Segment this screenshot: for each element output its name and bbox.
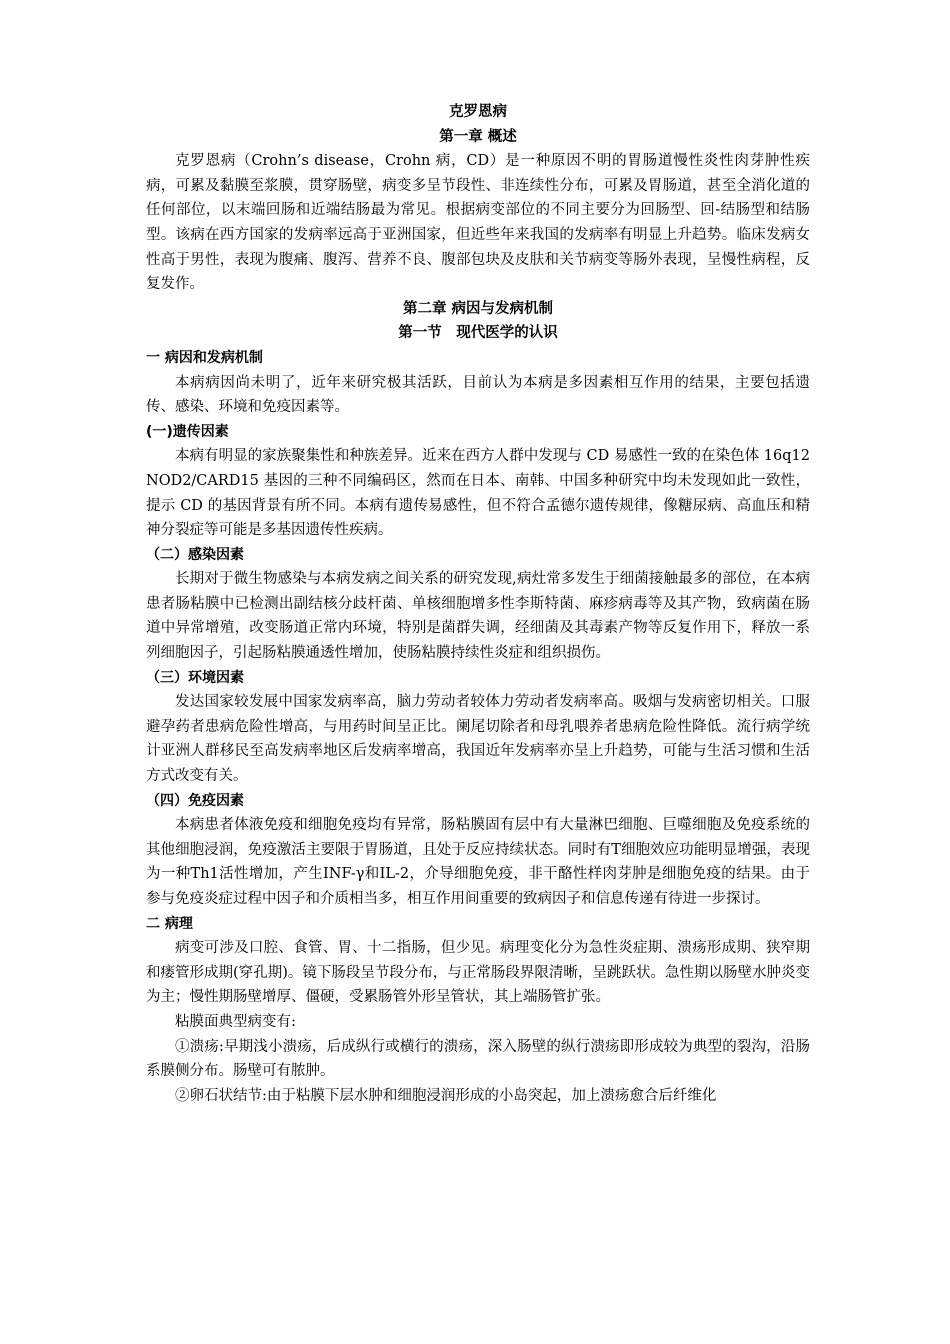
pathology-paragraph: 病变可涉及口腔、食管、胃、十二指肠，但少见。病理变化分为急性炎症期、溃疡形成期、狭窄期和瘘管形成期(穿孔期)。镜下肠段呈节段分布，与正常肠段界限清晰，呈跳跃状。急性期以肠壁水肿炎变为主；慢性期肠壁增厚、僵硬，受累肠管外形呈管状，其上端肠管扩张。: [146, 940, 810, 1006]
chapter1-heading: 第一章 概述: [439, 127, 517, 145]
immune-heading: （四）免疫因素: [146, 792, 244, 809]
mucosa-intro: 粘膜面典型病变有:: [175, 1013, 296, 1030]
environment-heading: （三）环境因素: [146, 669, 244, 686]
genetic-paragraph: 本病有明显的家族聚集性和种族差异。近来在西方人群中发现与 CD 易感性一致的在染色体 16q12 NOD2/CARD15 基因的三种不同编码区，然而在日本、南韩、中国多种研究中均未发现如此一致性，提示 CD 的基因背景有所不同。本病有遗传易感性，但不符合孟德尔遗传规律，像糖尿病、高血压和精神分裂症等可能是多基因遗传性疾病。: [146, 448, 810, 539]
immune-paragraph: 本病患者体液免疫和细胞免疫均有异常，肠粘膜固有层中有大量淋巴细胞、巨噬细胞及免疫系统的其他细胞浸润，免疫激活主要限于胃肠道，且处于反应持续状态。同时有T细胞效应功能明显增强，表现为一种Th1活性增加，产生INF-γ和IL-2，介导细胞免疫，非干酪性样肉芽肿是细胞免疫的结果。由于参与免疫炎症过程中因子和介质相当多，相互作用间重要的致病因子和信息传递有待进一步探讨。: [146, 817, 810, 907]
document-page: [146, 100, 810, 1108]
chapter1-paragraph: 克罗恩病（Crohn’s disease，Crohn 病，CD）是一种原因不明的胃肠道慢性炎性肉芽肿性疾病，可累及黏膜至浆膜，贯穿肠壁，病变多呈节段性、非连续性分布，可累及胃肠道，甚至全消化道的任何部位，以末端回肠和近端结肠最为常见。根据病变部位的不同主要分为回肠型、回-结肠型和结肠型。该病在西方国家的发病率远高于亚洲国家，但近些年来我国的发病率有明显上升趋势。临床发病女性高于男性，表现为腹痛、腹泻、营养不良、腹部包块及皮肤和关节病变等肠外表现，呈慢性病程，反复发作。: [146, 153, 810, 293]
environment-paragraph: 发达国家较发展中国家发病率高，脑力劳动者较体力劳动者发病率高。吸烟与发病密切相关。口服避孕药者患病危险性增高，与用药时间呈正比。阑尾切除者和母乳喂养者患病危险性降低。流行病学统计亚洲人群移民至高发病率地区后发病率增高，我国近年发病率亦呈上升趋势，可能与生活习惯和生活方式改变有关。: [146, 694, 810, 785]
part1-paragraph: 本病病因尚未明了，近年来研究极其活跃，目前认为本病是多因素相互作用的结果，主要包括遗传、感染、环境和免疫因素等。: [146, 374, 810, 416]
infection-heading: （二）感染因素: [146, 546, 244, 563]
part1-heading: 一 病因和发病机制: [146, 349, 263, 366]
infection-paragraph: 长期对于微生物感染与本病发病之间关系的研究发现,病灶常多发生于细菌接触最多的部位，在本病患者肠粘膜中已检测出副结核分歧杆菌、单核细胞增多性李斯特菌、麻疹病毒等及其产物，致病菌在肠道中异常增殖，改变肠道正常内环境，特别是菌群失调，经细菌及其毒素产物等反复作用下，释放一系列细胞因子，引起肠粘膜通透性增加，使肠粘膜持续性炎症和组织损伤。: [146, 571, 810, 662]
section1-heading: 第一节 现代医学的认识: [398, 324, 558, 342]
chapter2-heading: 第二章 病因与发病机制: [402, 299, 554, 317]
mucosa-item-1: ①溃疡:早期浅小溃疡，后成纵行或横行的溃疡，深入肠壁的纵行溃疡即形成较为典型的裂沟，沿肠系膜侧分布。肠壁可有脓肿。: [146, 1038, 810, 1080]
genetic-heading: (一)遗传因素: [146, 423, 229, 440]
mucosa-item-2: ②卵石状结节:由于粘膜下层水肿和细胞浸润形成的小岛突起，加上溃疡愈合后纤维化: [175, 1087, 717, 1104]
document-title: 克罗恩病: [449, 103, 507, 120]
part2-heading: 二 病理: [146, 915, 193, 932]
